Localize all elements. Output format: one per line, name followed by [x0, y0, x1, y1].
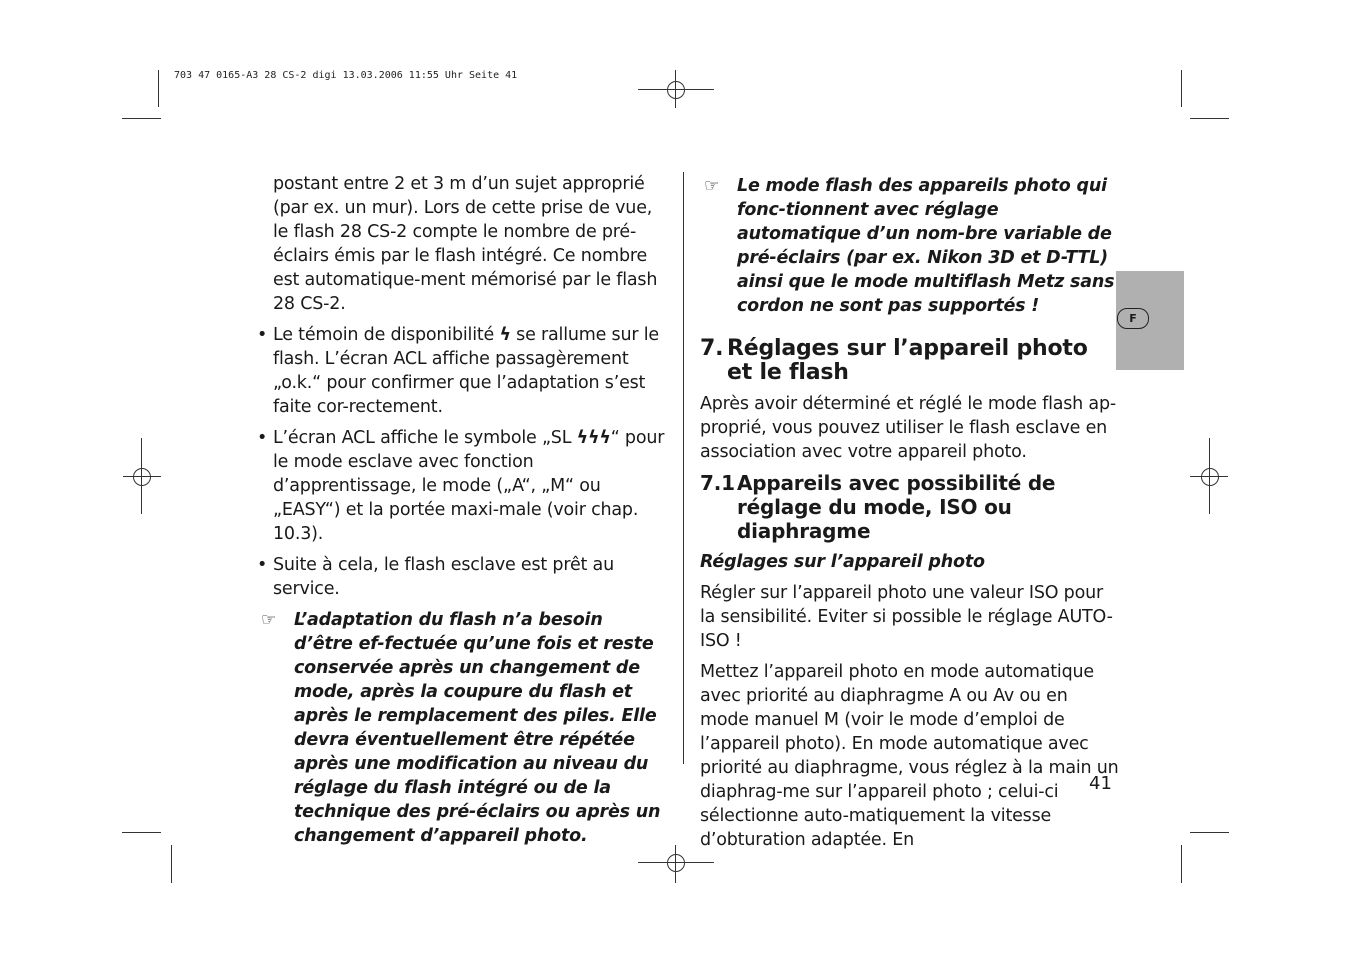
- subheading: Réglages sur l’appareil photo: [700, 552, 985, 572]
- column-divider: [683, 172, 684, 764]
- body-paragraph: Mettez l’appareil photo en mode automatique avec priorité au diaphragme A ou Av ou en mode manuel M (voir le mode d’emploi de l’appareil photo). En mode automatique avec priorité au diaphragme, vous réglez à la main un diaphrag-me sur l’appareil photo ; celui-ci sélectionne auto-matiquement la vitesse d’obturation adaptée. En: [700, 662, 1119, 850]
- left-column: [257, 172, 667, 848]
- section-heading: 7. Réglages sur l’appareil photo et le flash: [700, 336, 1088, 385]
- note-paragraph: ☞ Le mode flash des appareils photo qui fonc-tionnent avec réglage automatique d’un nom-bre variable de pré-éclairs (par ex. Nikon 3D et D-TTL) ainsi que le mode multiflash Metz sans cordon ne sont pas supportés !: [704, 176, 1115, 316]
- right-column: [700, 174, 1120, 852]
- intro-paragraph: postant entre 2 et 3 m d’un sujet approprié (par ex. un mur). Lors de cette prise de vue, le flash 28 CS-2 compte le nombre de pré-éclairs émis par le flash intégré. Ce nombre est automatique-ment mémorisé par le flash 28 CS-2.: [273, 174, 658, 314]
- page-number: 41: [1089, 773, 1112, 794]
- bullet-dot: •: [257, 428, 268, 448]
- bullet-item: • L’écran ACL affiche le symbole „SL ϟϟϟ“ pour le mode esclave avec fonction d’apprentissage, le mode („A“, „M“ ou „EASY“) et la portée maxi-male (voir chap. 10.3).: [257, 428, 665, 544]
- pointing-hand-icon: ☞: [704, 176, 720, 196]
- bullet-item: • Le témoin de disponibilité ϟ se rallume sur le flash. L’écran ACL affiche passagèrement „o.k.“ pour confirmer que l’adaptation s’est faite cor-rectement.: [257, 325, 659, 417]
- bullet-dot: •: [257, 555, 268, 575]
- subsection-heading: 7.1 Appareils avec possibilité de réglage du mode, ISO ou diaphragme: [700, 471, 1056, 543]
- slave-flash-icon: ϟϟϟ: [576, 428, 611, 448]
- language-badge: F: [1117, 308, 1149, 329]
- body-paragraph: Régler sur l’appareil photo une valeur ISO pour la sensibilité. Eviter si possible le réglage AUTO-ISO !: [700, 583, 1113, 651]
- flash-ready-icon: ϟ: [499, 325, 511, 345]
- print-header-meta: 703 47 0165-A3 28 CS-2 digi 13.03.2006 11:55 Uhr Seite 41: [174, 70, 518, 81]
- bullet-dot: •: [257, 325, 268, 345]
- bullet-item: • Suite à cela, le flash esclave est prêt au service.: [257, 555, 614, 599]
- body-paragraph: Après avoir déterminé et réglé le mode flash ap-proprié, vous pouvez utiliser le flash esclave en association avec votre appareil photo.: [700, 394, 1116, 462]
- pointing-hand-icon: ☞: [261, 610, 277, 630]
- note-paragraph: ☞ L’adaptation du flash n’a besoin d’être ef-fectuée qu’une fois et reste conservée après un changement de mode, après la coupure du flash et après le remplacement des piles. Elle devra éventuellement être répétée après une modification au niveau du réglage du flash intégré ou de la technique des pré-éclairs ou après un changement d’appareil photo.: [261, 610, 661, 846]
